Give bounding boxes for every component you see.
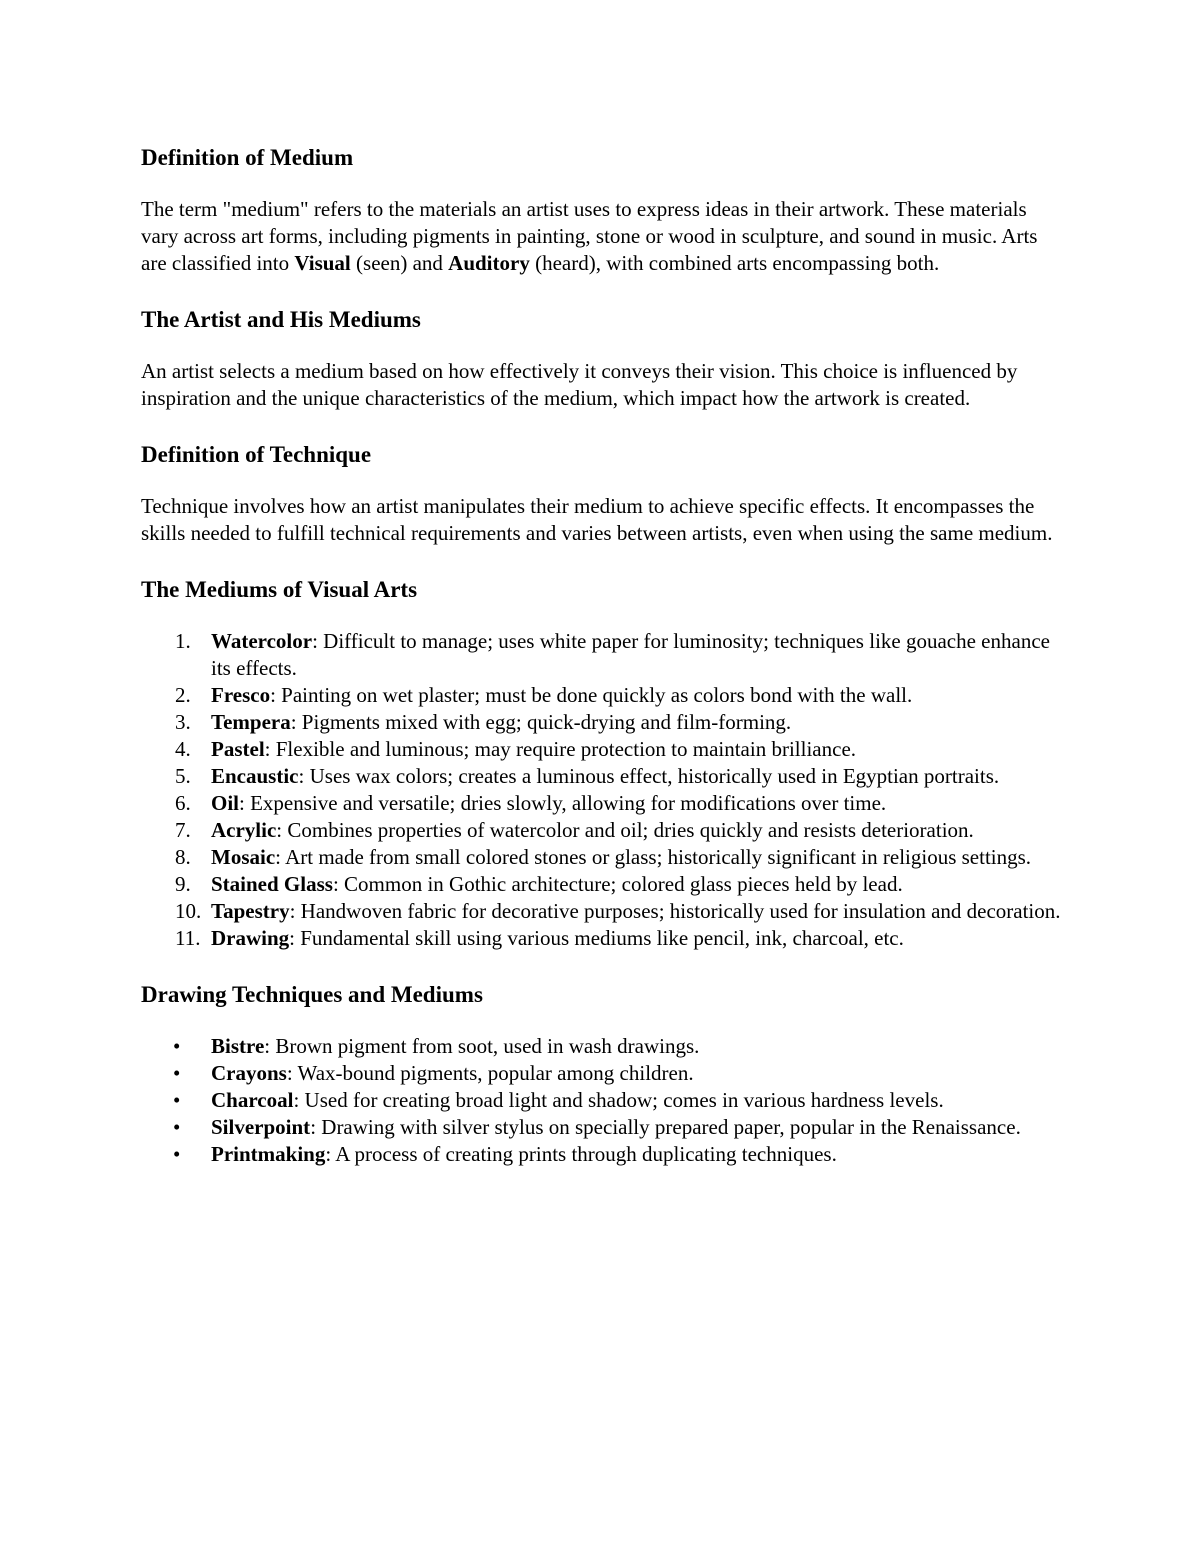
drawing-description: : Wax-bound pigments, popular among children. [286,1061,694,1085]
medium-text-2: (seen) and [350,251,449,275]
bullet-icon: • [173,1115,181,1139]
heading-definition-of-technique: Definition of Technique [141,442,372,467]
list-item [141,1114,1061,1141]
medium-term: Watercolor [211,629,313,653]
drawing-term: Crayons [211,1061,287,1085]
list-item [141,736,1061,763]
list-number: 4. [175,737,191,761]
list-item [141,1033,1061,1060]
drawing-description: : Drawing with silver stylus on specially prepared paper, popular in the Renaissance. [310,1115,1021,1139]
list-item [141,1060,1061,1087]
list-item [141,628,1061,682]
heading-mediums-of-visual-arts: The Mediums of Visual Arts [141,577,418,602]
medium-term: Oil [211,791,240,815]
list-item [141,709,1061,736]
list-number: 5. [175,764,191,788]
list-item [141,925,1061,952]
medium-term: Tapestry [211,899,290,923]
medium-term: Mosaic [211,845,276,869]
paragraph-medium [141,196,1061,277]
medium-description: : Handwoven fabric for decorative purposes; historically used for insulation and decoration. [289,899,1061,923]
heading-artist-and-mediums: The Artist and His Mediums [141,307,421,332]
drawing-description: : A process of creating prints through duplicating techniques. [325,1142,837,1166]
list-number: 11. [175,926,201,950]
medium-description: : Art made from small colored stones or glass; historically significant in religious settings. [275,845,1032,869]
bullet-icon: • [173,1088,181,1112]
drawing-mediums-list [141,1033,1061,1168]
medium-text-1: The term "medium" refers to the materials an artist uses to express ideas in their artwork. These materials vary across art forms, including pigments in painting, stone or wood in sculpture, and sound in music. Arts are classified into [141,197,1038,275]
bullet-icon: • [173,1034,181,1058]
medium-description: : Difficult to manage; uses white paper for luminosity; techniques like gouache enhance its effects. [211,629,1050,680]
medium-term: Stained Glass [211,872,333,896]
list-number: 7. [175,818,191,842]
list-number: 3. [175,710,191,734]
visual-mediums-list [141,628,1061,952]
list-item [141,871,1061,898]
heading-drawing-techniques: Drawing Techniques and Mediums [141,982,483,1007]
bullet-icon: • [173,1061,181,1085]
document-page [141,140,1061,1168]
medium-term: Encaustic [211,764,299,788]
list-item [141,817,1061,844]
list-item [141,898,1061,925]
drawing-term: Printmaking [211,1142,326,1166]
list-item [141,1087,1061,1114]
list-number: 8. [175,845,191,869]
medium-term: Acrylic [211,818,277,842]
medium-description: : Fundamental skill using various mediums like pencil, ink, charcoal, etc. [289,926,904,950]
medium-text-3: (heard), with combined arts encompassing both. [529,251,940,275]
medium-term: Fresco [211,683,271,707]
medium-description: : Uses wax colors; creates a luminous effect, historically used in Egyptian portraits. [298,764,1000,788]
medium-description: : Common in Gothic architecture; colored glass pieces held by lead. [332,872,903,896]
list-number: 10. [175,899,202,923]
list-number: 6. [175,791,191,815]
medium-description: : Expensive and versatile; dries slowly, allowing for modifications over time. [239,791,887,815]
list-item [141,790,1061,817]
drawing-term: Charcoal [211,1088,294,1112]
bullet-icon: • [173,1142,181,1166]
drawing-description: : Used for creating broad light and shadow; comes in various hardness levels. [293,1088,944,1112]
medium-term: Drawing [211,926,290,950]
list-number: 2. [175,683,191,707]
list-number: 1. [175,629,191,653]
medium-description: : Combines properties of watercolor and oil; dries quickly and resists deterioration. [276,818,974,842]
medium-description: : Flexible and luminous; may require protection to maintain brilliance. [264,737,857,761]
list-number: 9. [175,872,191,896]
drawing-term: Silverpoint [211,1115,311,1139]
medium-auditory-term: Auditory [448,251,530,275]
medium-description: : Pigments mixed with egg; quick-drying and film-forming. [290,710,792,734]
medium-description: : Painting on wet plaster; must be done quickly as colors bond with the wall. [270,683,913,707]
paragraph-artist: An artist selects a medium based on how effectively it conveys their vision. This choice is influenced by inspiration and the unique characteristics of the medium, which impact how the artwork is created. [141,359,1018,410]
medium-visual-term: Visual [294,251,351,275]
list-item [141,844,1061,871]
paragraph-technique: Technique involves how an artist manipulates their medium to achieve specific effects. It encompasses the skills needed to fulfill technical requirements and varies between artists, even when using the same medium. [141,494,1053,545]
list-item [141,763,1061,790]
medium-term: Pastel [211,737,265,761]
list-item [141,682,1061,709]
medium-term: Tempera [211,710,291,734]
heading-definition-of-medium: Definition of Medium [141,145,354,170]
drawing-term: Bistre [211,1034,265,1058]
drawing-description: : Brown pigment from soot, used in wash drawings. [264,1034,700,1058]
list-item [141,1141,1061,1168]
